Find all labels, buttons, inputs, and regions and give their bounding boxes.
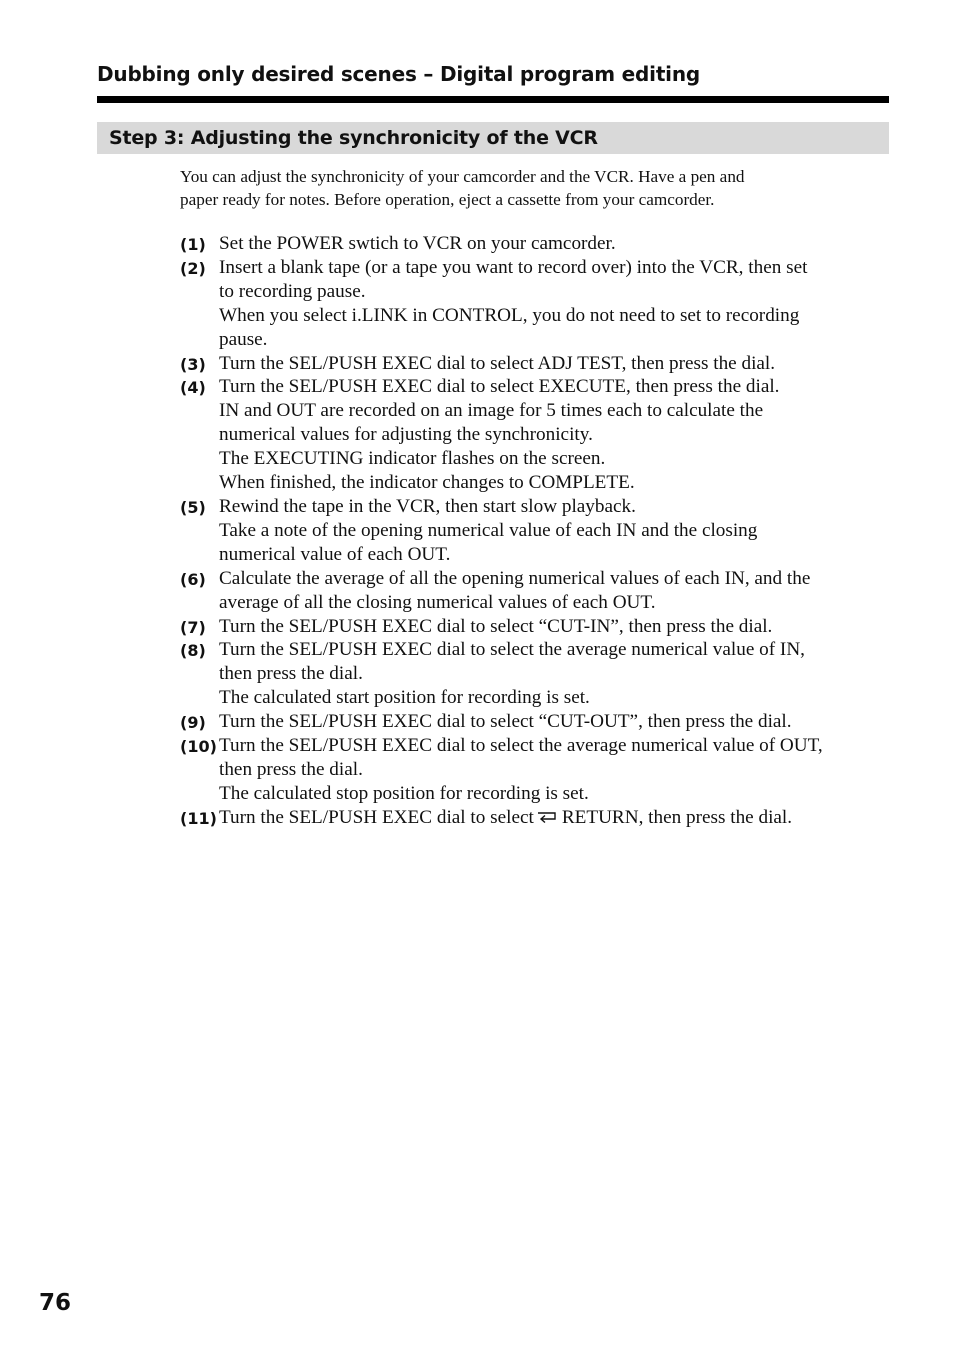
step-text: The EXECUTING indicator flashes on the screen.	[219, 448, 606, 470]
step-10	[180, 734, 886, 806]
step-number: (6)	[180, 569, 206, 589]
step-text-before-icon: Turn the SEL/PUSH EXEC dial to select	[219, 806, 534, 828]
section-heading-band	[97, 122, 889, 154]
step-number: (9)	[180, 713, 206, 733]
return-arrow-icon	[536, 810, 558, 826]
step-text: then press the dial.	[219, 663, 363, 685]
step-text: to recording pause.	[219, 280, 366, 302]
step-text: Turn the SEL/PUSH EXEC dial to select “CUT-IN”, then press the dial.	[219, 615, 773, 637]
intro-line: You can adjust the synchronicity of your camcorder and the VCR. Have a pen and	[180, 167, 745, 186]
step-text: Take a note of the opening numerical value of each IN and the closing	[219, 519, 758, 541]
step-number: (5)	[180, 497, 206, 517]
step-text: The calculated stop position for recording is set.	[219, 782, 589, 804]
section-heading: Step 3: Adjusting the synchronicity of the VCR	[109, 127, 598, 149]
step-number: (8)	[180, 641, 206, 661]
step-6	[180, 567, 886, 615]
step-text: Turn the SEL/PUSH EXEC dial to select EXECUTE, then press the dial.	[219, 376, 780, 398]
step-3	[180, 352, 886, 376]
step-number: (7)	[180, 617, 206, 637]
step-text: then press the dial.	[219, 758, 363, 780]
step-text	[219, 806, 886, 830]
step-text: When you select i.LINK in CONTROL, you do not need to set to recording	[219, 304, 800, 326]
step-text: numerical values for adjusting the synchronicity.	[219, 424, 593, 446]
page-number: 76	[39, 1290, 72, 1316]
step-text-after-icon: RETURN, then press the dial.	[561, 806, 793, 828]
step-list	[180, 232, 886, 830]
step-5	[180, 495, 886, 567]
step-text: When finished, the indicator changes to COMPLETE.	[219, 472, 635, 494]
intro-line: paper ready for notes. Before operation, eject a cassette from your camcorder.	[180, 189, 715, 209]
step-number: (1)	[180, 235, 206, 254]
step-text: Calculate the average of all the opening numerical values of each IN, and the	[219, 567, 811, 589]
step-text: IN and OUT are recorded on an image for 5 times each to calculate the	[219, 400, 764, 422]
step-9	[180, 710, 886, 734]
chapter-title: Dubbing only desired scenes – Digital program editing	[97, 62, 700, 86]
step-text: pause.	[219, 328, 268, 350]
step-number: (4)	[180, 378, 206, 398]
step-1	[180, 232, 886, 256]
step-text: Rewind the tape in the VCR, then start slow playback.	[219, 495, 636, 517]
step-number: (10)	[180, 737, 217, 757]
step-text: Turn the SEL/PUSH EXEC dial to select the average numerical value of IN,	[219, 639, 805, 661]
step-text: Turn the SEL/PUSH EXEC dial to select the average numerical value of OUT,	[219, 735, 823, 757]
step-text: Turn the SEL/PUSH EXEC dial to select “CUT-OUT”, then press the dial.	[219, 711, 792, 733]
step-4	[180, 375, 886, 495]
step-7	[180, 615, 886, 639]
step-text: Set the POWER swtich to VCR on your camcorder.	[219, 233, 616, 254]
step-8	[180, 638, 886, 710]
step-text: The calculated start position for recording is set.	[219, 687, 590, 709]
step-number: (2)	[180, 258, 206, 278]
chapter-rule	[97, 96, 889, 103]
intro-paragraph	[180, 166, 870, 211]
step-text: Insert a blank tape (or a tape you want to record over) into the VCR, then set	[219, 256, 808, 278]
step-number: (11)	[180, 808, 217, 828]
step-text: Turn the SEL/PUSH EXEC dial to select ADJ TEST, then press the dial.	[219, 352, 776, 374]
step-11	[180, 806, 886, 830]
step-number: (3)	[180, 354, 206, 374]
step-text: numerical value of each OUT.	[219, 543, 451, 565]
step-2	[180, 256, 886, 352]
step-text: average of all the closing numerical values of each OUT.	[219, 591, 656, 613]
